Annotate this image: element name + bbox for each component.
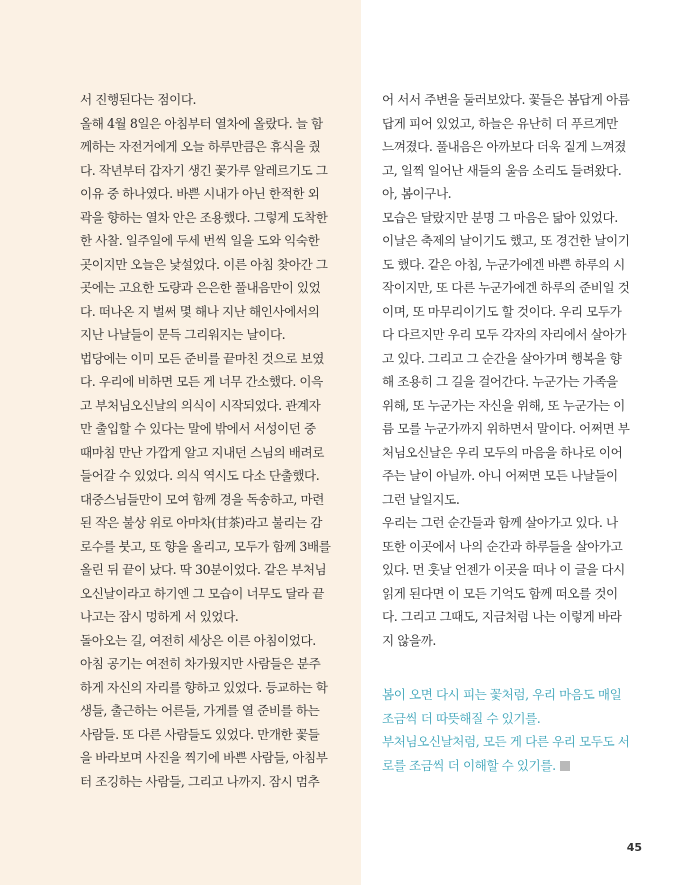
text-line: 다. 작년부터 갑자기 생긴 꽃가루 알레르기도 그 (80, 162, 328, 178)
text-line: 올린 뒤 끝이 났다. 딱 30분이었다. 같은 부처님 (80, 562, 327, 577)
text-line: 도 했다. 같은 아침, 누군가에겐 바쁜 하루의 시 (382, 256, 625, 272)
text-line: 고, 일찍 일어난 새들의 울음 소리도 들려왔다. (382, 162, 622, 178)
text-line: 대중스님들만이 모여 함께 경을 독송하고, 마련 (80, 491, 324, 507)
text-line: 우리는 그런 순간들과 함께 살아가고 있다. 나 (382, 515, 618, 530)
text-line: 만 출입할 수 있다는 말에 밖에서 서성이던 중 (80, 421, 316, 436)
text-line: 곳에는 고요한 도량과 은은한 풀내음만이 있었 (80, 280, 321, 295)
text-line: 올해 4월 8일은 아침부터 열차에 올랐다. 늘 함 (80, 115, 323, 131)
text-line: 위해, 또 누군가는 자신을 위해, 또 누군가는 이 (382, 397, 625, 413)
text-line: 름 모를 누군가까지 위하면서 말이다. 어쩌면 부 (382, 421, 630, 436)
right-text-column (382, 88, 642, 777)
text-line: 지난 나날들이 문득 그리워지는 날이다. (80, 327, 286, 342)
text-line: 느껴졌다. 풀내음은 아까보다 더욱 짙게 느껴졌 (382, 139, 626, 154)
text-line: 때마침 만난 가깝게 알고 지내던 스님의 배려로 (80, 444, 324, 460)
text-line: 다 다르지만 우리 모두 각자의 자리에서 살아가 (382, 327, 626, 342)
text-line: 이날은 축제의 날이기도 했고, 또 경건한 날이기 (382, 233, 630, 248)
text-line: 한 사찰. 일주일에 두세 번씩 일을 도와 익숙한 (80, 233, 320, 248)
text-line: 된 작은 불상 위로 아마차(甘茶)라고 불리는 감 (80, 515, 322, 530)
text-line: 어 서서 주변을 둘러보았다. 꽃들은 봄답게 아름 (382, 92, 630, 107)
text-line: 터 조깅하는 사람들, 그리고 나까지. 잠시 멈추 (80, 773, 320, 789)
text-line: 로를 조금씩 더 이해할 수 있기를. (382, 754, 642, 778)
text-line: 또한 이곳에서 나의 순간과 하루들을 살아가고 (382, 538, 623, 554)
left-text-column (80, 88, 342, 793)
text-line: 을 바라보며 사진을 찍기에 바쁜 사람들, 아침부 (80, 750, 328, 765)
text-line: 서 진행된다는 점이다. (80, 92, 197, 107)
text-line: 지 않을까. (382, 632, 436, 648)
text-line: 주는 날이 아닐까. 아니 어쩌면 모든 나날들이 (382, 468, 618, 483)
text-line: 해 조용히 그 길을 걸어간다. 누군가는 가족을 (382, 374, 618, 389)
text-line: 사람들. 또 다른 사람들도 있었다. 만개한 꽃들 (80, 726, 320, 742)
right-body-text (382, 88, 642, 652)
text-line: 나고는 잠시 멍하게 서 있었다. (80, 609, 239, 624)
page-number: 45 (626, 841, 642, 854)
text-line: 답게 피어 있었고, 하늘은 유난히 더 푸르게만 (382, 115, 618, 131)
text-line: 께하는 자전거에게 오늘 하루만큼은 휴식을 줬 (80, 139, 321, 154)
text-line: 고 있다. 그리고 그 순간을 살아가며 행복을 향 (382, 350, 622, 366)
text-line: 돌아오는 길, 여전히 세상은 이른 아침이었다. (80, 632, 316, 648)
text-line: 하게 자신의 자리를 향하고 있었다. 등교하는 학 (80, 679, 328, 695)
text-line: 읽게 된다면 이 모든 기억도 함께 떠오를 것이 (382, 585, 618, 601)
text-line: 조금씩 더 따뜻해질 수 있기를. (382, 710, 541, 726)
end-mark-icon (560, 761, 570, 771)
text-line: 작이지만, 또 다른 누군가에겐 하루의 준비일 것 (382, 280, 630, 295)
text-line: 오신날이라고 하기엔 그 모습이 너무도 달라 끝 (80, 585, 324, 601)
text-line: 아, 봄이구나. (382, 186, 452, 201)
text-line: 그런 날일지도. (382, 491, 460, 507)
text-line: 들어갈 수 있었다. 의식 역시도 다소 단출했다. (80, 468, 320, 483)
text-line: 고 부처님오신날의 의식이 시작되었다. 관계자 (80, 397, 321, 413)
text-line: 다. 떠나온 지 벌써 몇 해나 지난 해인사에서의 (80, 303, 320, 319)
text-line: 있다. 먼 훗날 언젠가 이곳을 떠나 이 글을 다시 (382, 562, 625, 577)
text-line: 다. 그리고 그때도, 지금처럼 나는 이렇게 바라 (382, 609, 622, 624)
text-line: 곳이지만 오늘은 낯설었다. 이른 아침 찾아간 그 (80, 256, 328, 272)
text-line: 곽을 향하는 열차 안은 조용했다. 그렇게 도착한 (80, 209, 328, 225)
text-line: 이유 중 하나였다. 바쁜 시내가 아닌 한적한 외 (80, 186, 320, 201)
text-line: 다. 우리에 비하면 모든 게 너무 간소했다. 이윽 (80, 374, 323, 389)
text-line: 이며, 또 마무리이기도 할 것이다. 우리 모두가 (382, 303, 622, 319)
text-line: 법당에는 이미 모든 준비를 끝마친 것으로 보였 (80, 350, 324, 366)
text-line: 로수를 붓고, 또 향을 올리고, 모두가 함께 3배를 (80, 538, 331, 554)
text-line: 아침 공기는 여전히 차가웠지만 사람들은 분주 (80, 656, 321, 671)
closing-highlight-text (382, 683, 642, 777)
text-line: 봄이 오면 다시 피는 꽃처럼, 우리 마음도 매일 (382, 687, 622, 702)
text-line: 부처님오신날처럼, 모든 게 다른 우리 모두도 서 (382, 734, 630, 749)
text-line: 생들, 출근하는 어른들, 가게를 열 준비를 하는 (80, 703, 320, 718)
text-line: 모습은 달랐지만 분명 그 마음은 닮아 있었다. (382, 209, 618, 225)
text-line: 처님오신날은 우리 모두의 마음을 하나로 이어 (382, 444, 623, 460)
